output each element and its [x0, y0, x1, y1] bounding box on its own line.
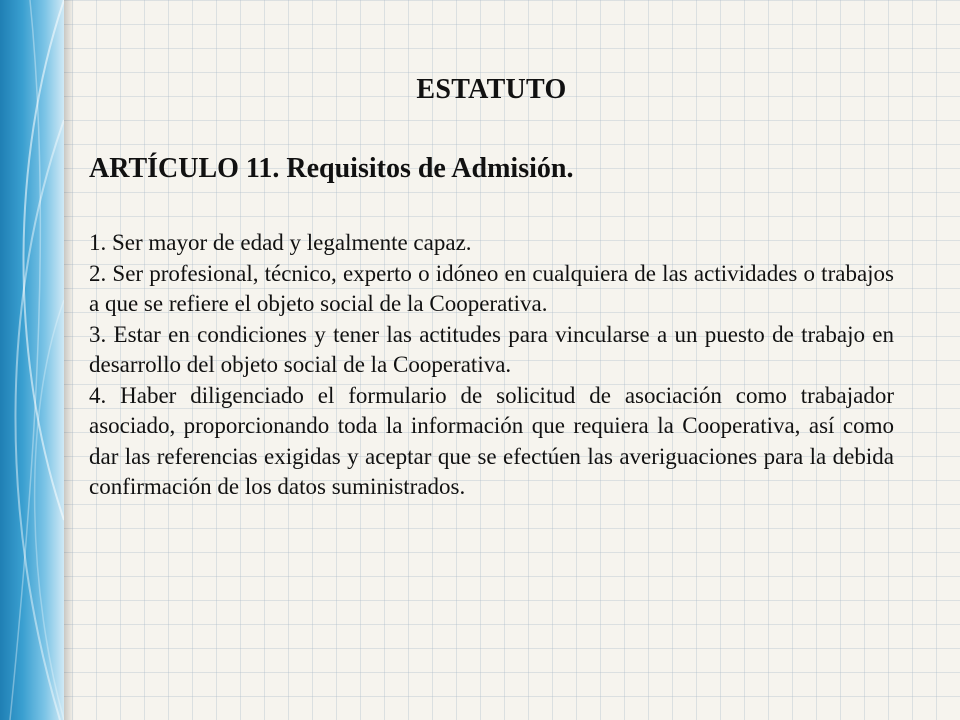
article-heading: ARTÍCULO 11. Requisitos de Admisión.	[89, 153, 574, 184]
requirement-item: 2. Ser profesional, técnico, experto o idóneo en cualquiera de las actividades o trabajos a que se refiere el objeto social de la Cooperativa.	[89, 260, 894, 316]
requirements-list	[89, 228, 894, 503]
decorative-side-band	[0, 0, 64, 720]
requirement-item: 1. Ser mayor de edad y legalmente capaz.	[89, 230, 472, 255]
requirement-item: 3. Estar en condiciones y tener las actitudes para vincularse a un puesto de trabajo en desarrollo del objeto social de la Cooperativa.	[89, 321, 894, 377]
document-title: ESTATUTO	[416, 74, 567, 105]
decorative-curves	[0, 0, 64, 720]
side-band-shadow	[64, 0, 74, 720]
requirement-item: 4. Haber diligenciado el formulario de solicitud de asociación como trabajador asociado, proporcionando toda la información que requiera la Cooperativa, así como dar las referencias exigidas y aceptar que se efectúen las averiguaciones para la debida confirmación de los datos suministrados.	[89, 382, 894, 499]
